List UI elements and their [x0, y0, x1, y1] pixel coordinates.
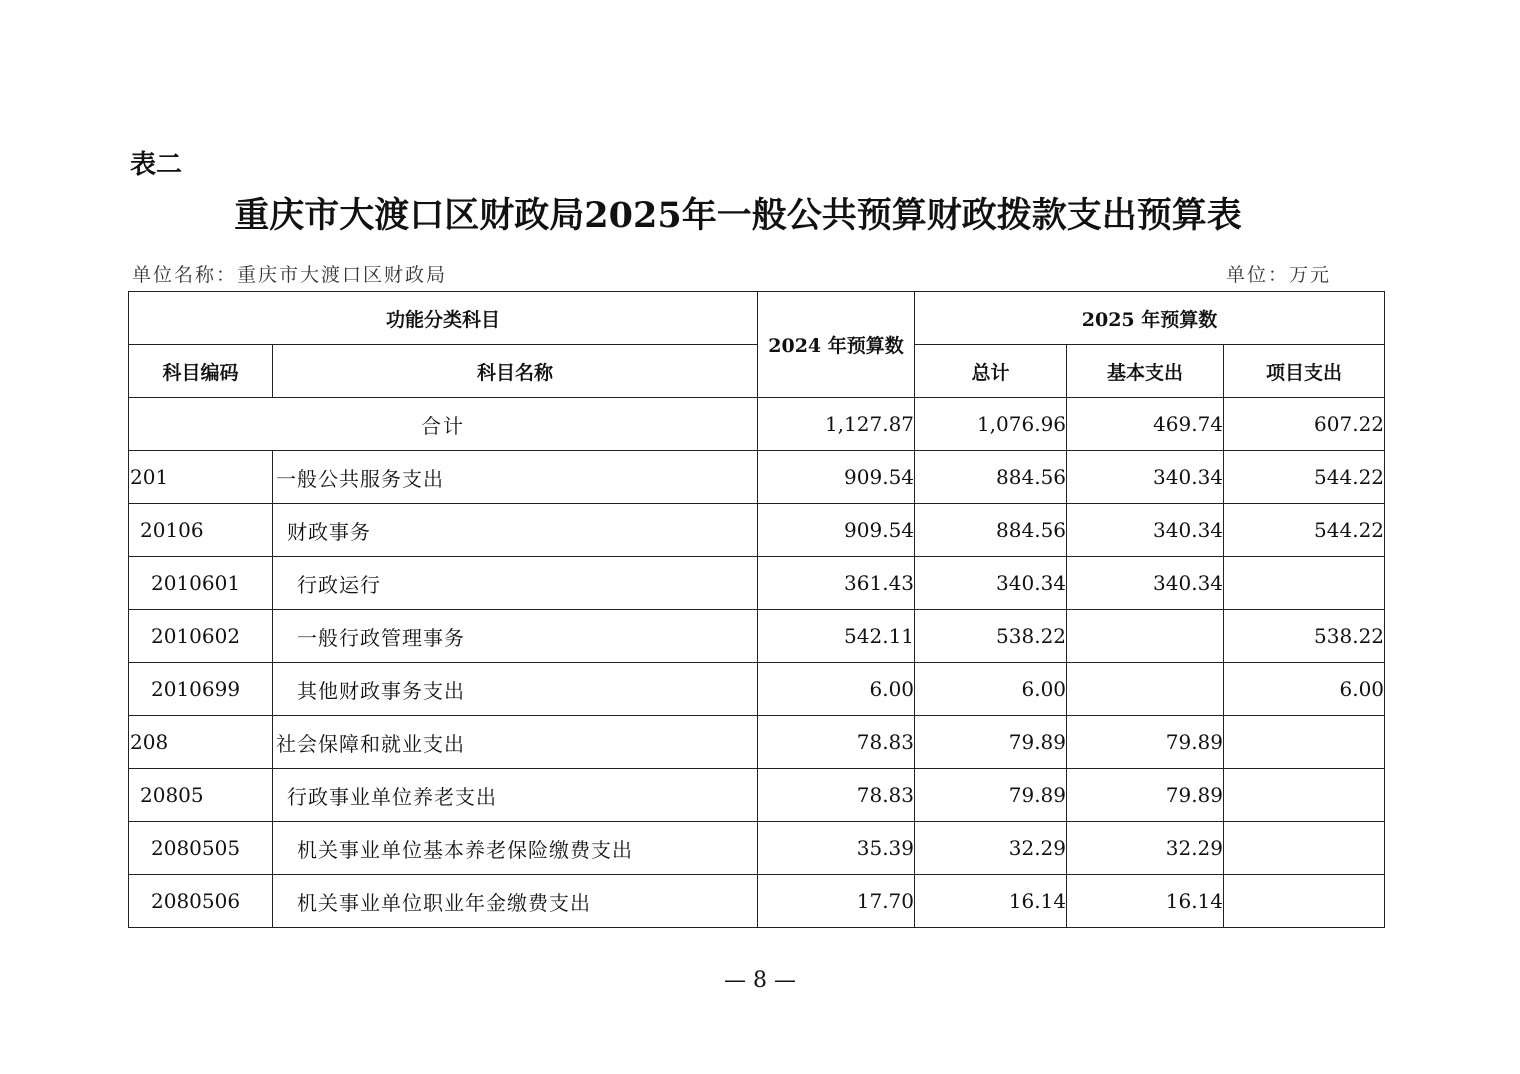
table-row	[129, 557, 1385, 610]
row-name: 一般行政管理事务	[273, 610, 758, 663]
row-budget-2024: 17.70	[758, 875, 915, 928]
row-project	[1224, 822, 1385, 875]
row-name: 其他财政事务支出	[273, 663, 758, 716]
total-project: 607.22	[1224, 398, 1385, 451]
header-total: 总计	[915, 345, 1067, 398]
row-budget-2024: 6.00	[758, 663, 915, 716]
table-label: 表二	[130, 150, 183, 180]
row-total: 340.34	[915, 557, 1067, 610]
row-code: 20805	[129, 769, 273, 822]
total-label: 合计	[129, 398, 758, 451]
table-row	[129, 716, 1385, 769]
row-basic: 16.14	[1067, 875, 1224, 928]
page-title: 重庆市大渡口区财政局2025年一般公共预算财政拨款支出预算表	[234, 195, 1242, 236]
table-row	[129, 610, 1385, 663]
row-basic: 340.34	[1067, 557, 1224, 610]
row-project	[1224, 875, 1385, 928]
unit-label: 单位：万元	[1226, 264, 1332, 286]
row-code: 208	[129, 716, 273, 769]
row-project	[1224, 769, 1385, 822]
total-basic: 469.74	[1067, 398, 1224, 451]
row-total: 79.89	[915, 716, 1067, 769]
row-project	[1224, 557, 1385, 610]
row-project: 544.22	[1224, 504, 1385, 557]
header-budget-2024: 2024 年预算数	[758, 292, 915, 398]
row-code: 2080505	[129, 822, 273, 875]
header-basic: 基本支出	[1067, 345, 1224, 398]
row-basic: 340.34	[1067, 451, 1224, 504]
row-total: 884.56	[915, 451, 1067, 504]
row-total: 884.56	[915, 504, 1067, 557]
table-row	[129, 451, 1385, 504]
row-basic: 340.34	[1067, 504, 1224, 557]
header-budget-2025: 2025 年预算数	[915, 292, 1385, 345]
row-project: 6.00	[1224, 663, 1385, 716]
row-total: 538.22	[915, 610, 1067, 663]
row-code: 2010699	[129, 663, 273, 716]
row-code: 2010601	[129, 557, 273, 610]
row-total: 32.29	[915, 822, 1067, 875]
row-name: 财政事务	[273, 504, 758, 557]
table-row	[129, 769, 1385, 822]
row-code: 201	[129, 451, 273, 504]
table-row	[129, 875, 1385, 928]
row-budget-2024: 909.54	[758, 504, 915, 557]
total-budget-2024: 1,127.87	[758, 398, 915, 451]
row-basic	[1067, 610, 1224, 663]
page-number: — 8 —	[724, 968, 796, 993]
unit-name: 单位名称：重庆市大渡口区财政局	[132, 264, 448, 286]
total-row	[129, 398, 1385, 451]
row-code: 20106	[129, 504, 273, 557]
row-code: 2010602	[129, 610, 273, 663]
table-row	[129, 504, 1385, 557]
row-budget-2024: 542.11	[758, 610, 915, 663]
row-budget-2024: 909.54	[758, 451, 915, 504]
row-name: 机关事业单位基本养老保险缴费支出	[273, 822, 758, 875]
row-code: 2080506	[129, 875, 273, 928]
header-row-2	[129, 345, 1385, 398]
row-name: 一般公共服务支出	[273, 451, 758, 504]
row-total: 6.00	[915, 663, 1067, 716]
row-name: 行政事业单位养老支出	[273, 769, 758, 822]
total-total: 1,076.96	[915, 398, 1067, 451]
row-total: 79.89	[915, 769, 1067, 822]
row-project	[1224, 716, 1385, 769]
header-row-1	[129, 292, 1385, 345]
row-basic: 79.89	[1067, 769, 1224, 822]
header-code: 科目编码	[129, 345, 273, 398]
row-name: 社会保障和就业支出	[273, 716, 758, 769]
row-total: 16.14	[915, 875, 1067, 928]
table-row	[129, 822, 1385, 875]
budget-table	[128, 291, 1385, 928]
row-budget-2024: 361.43	[758, 557, 915, 610]
row-name: 机关事业单位职业年金缴费支出	[273, 875, 758, 928]
row-basic: 79.89	[1067, 716, 1224, 769]
row-name: 行政运行	[273, 557, 758, 610]
row-basic: 32.29	[1067, 822, 1224, 875]
row-budget-2024: 78.83	[758, 716, 915, 769]
row-project: 538.22	[1224, 610, 1385, 663]
header-function-category: 功能分类科目	[129, 292, 758, 345]
row-project: 544.22	[1224, 451, 1385, 504]
header-project: 项目支出	[1224, 345, 1385, 398]
table-row	[129, 663, 1385, 716]
row-budget-2024: 35.39	[758, 822, 915, 875]
row-basic	[1067, 663, 1224, 716]
header-name: 科目名称	[273, 345, 758, 398]
row-budget-2024: 78.83	[758, 769, 915, 822]
